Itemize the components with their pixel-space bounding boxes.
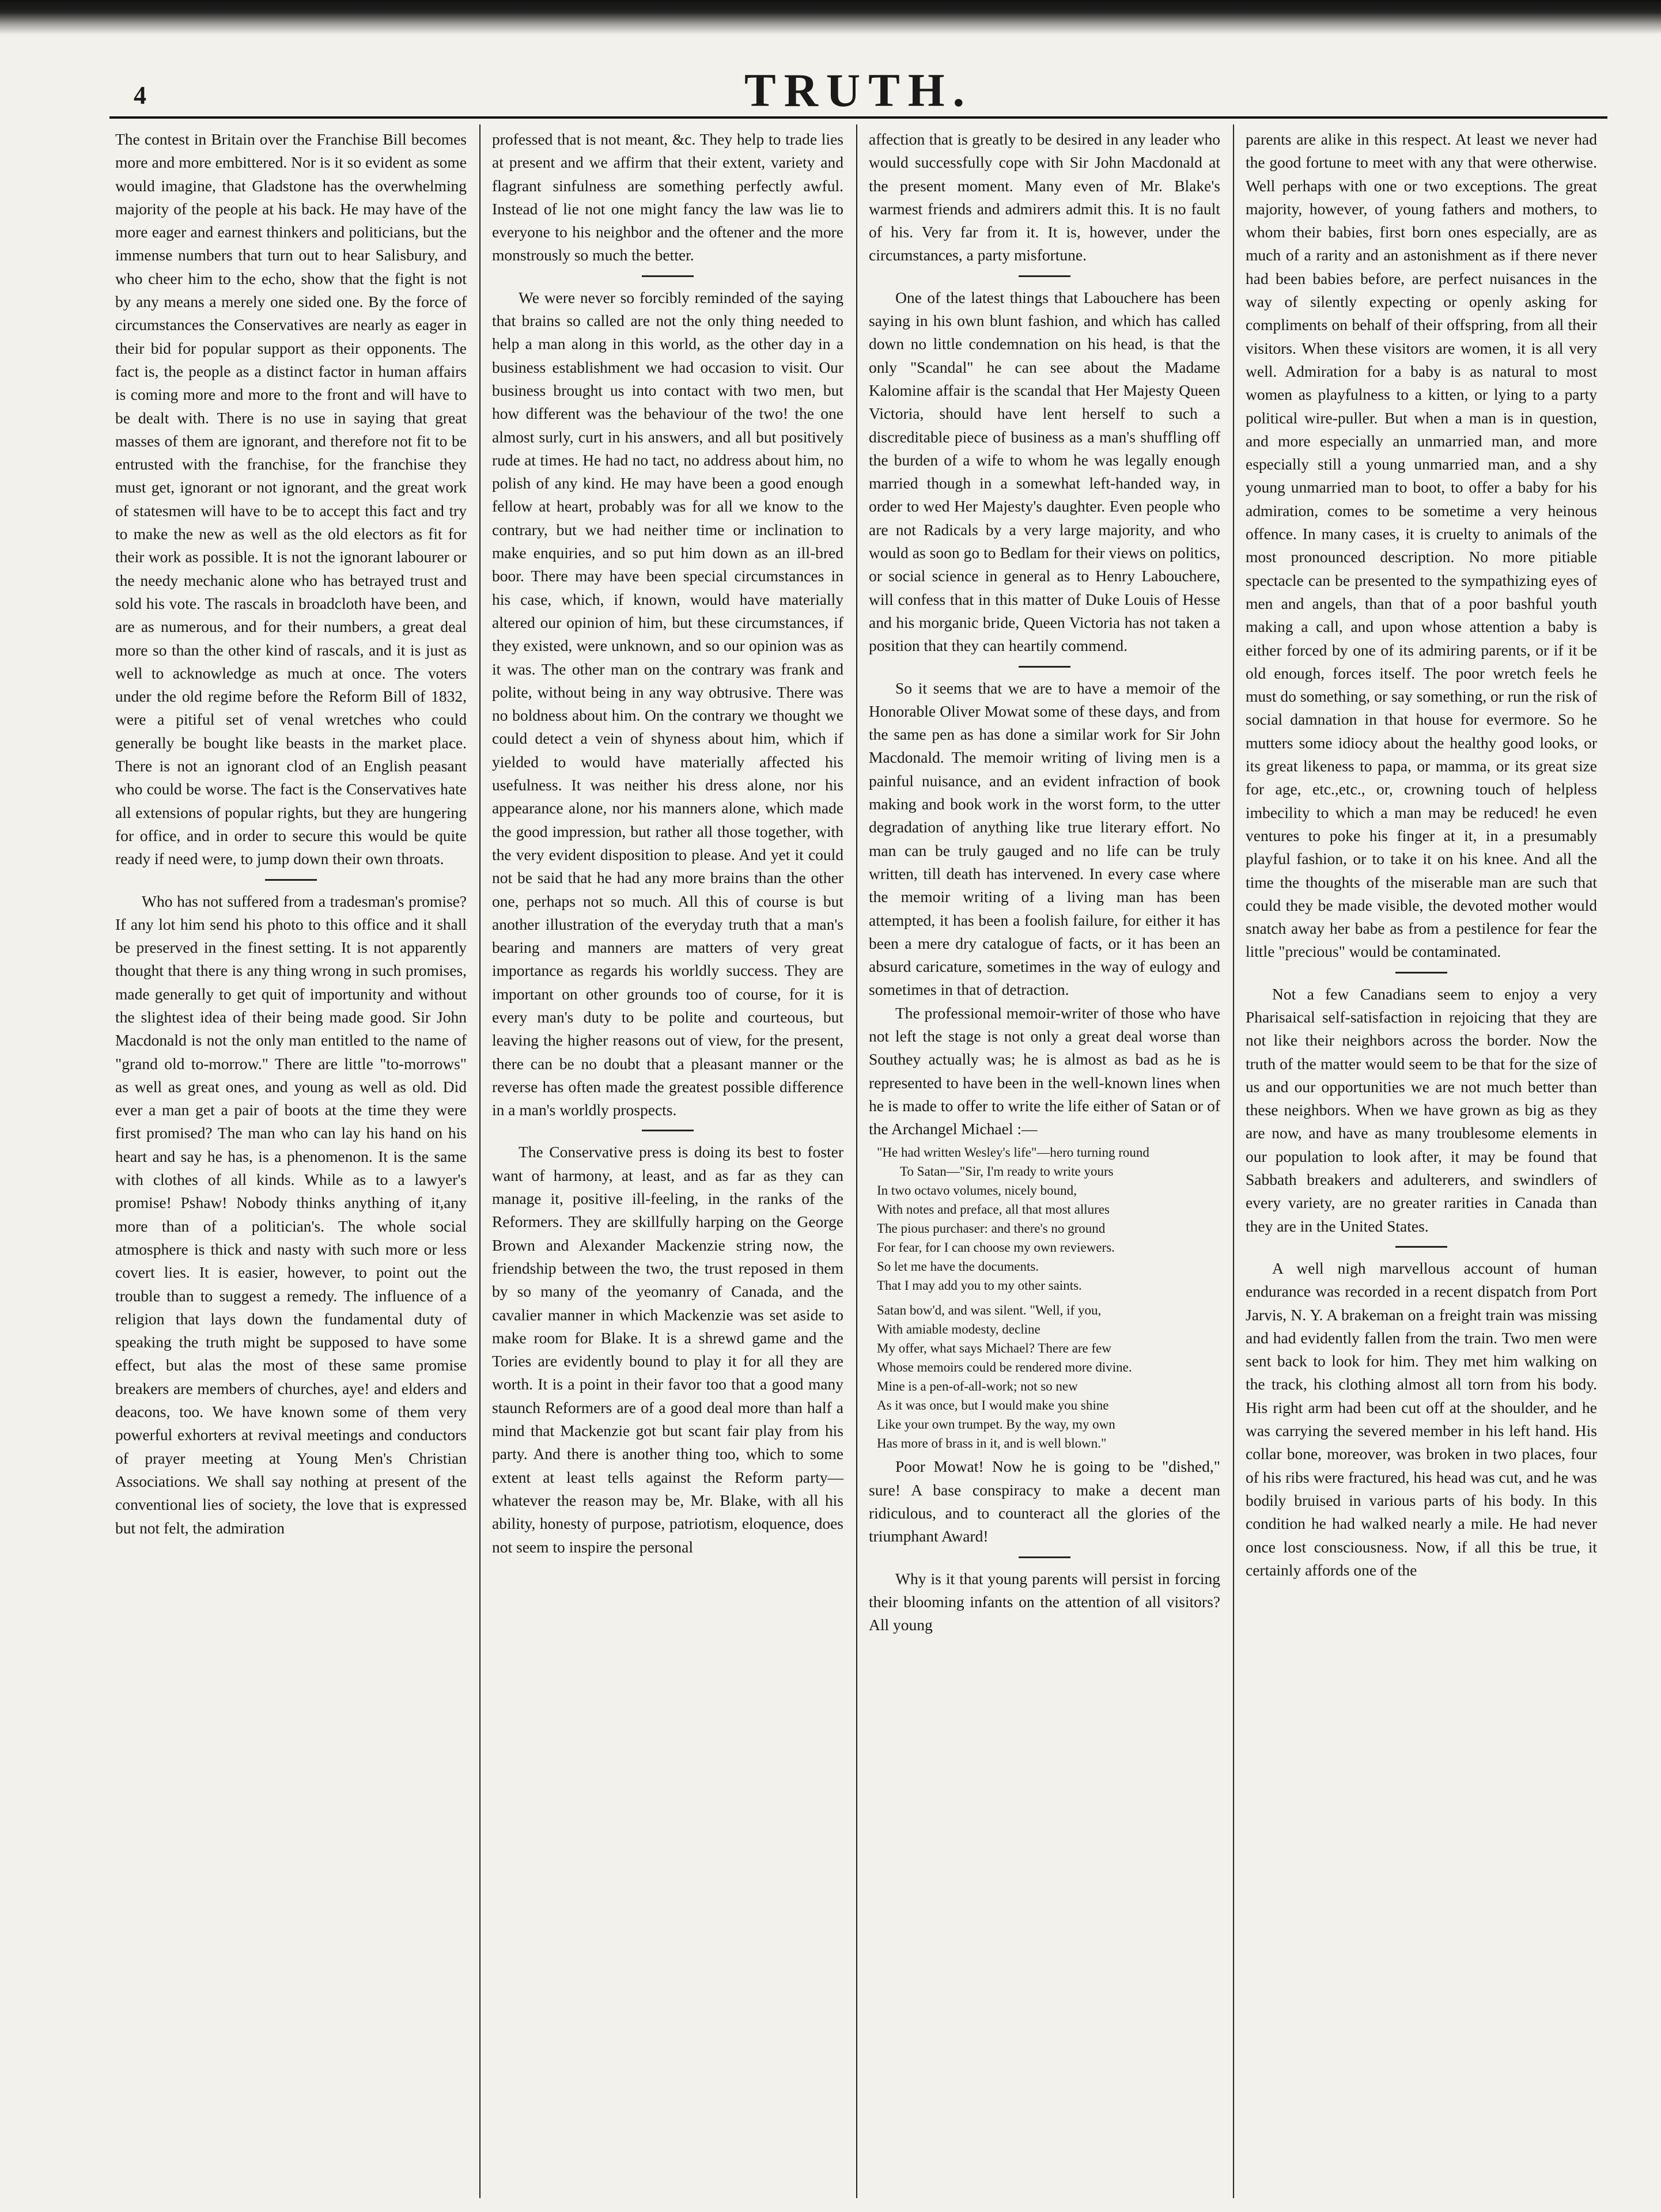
paragraph-human-endurance: A well nigh marvellous account of human endurance was recorded in a recent dispatch from Port Jarvis, N. Y. A brakeman on a freight train was missing and had evidently fallen from the train. Two men were sent back to look for him. They met him walking on the track, his clothing almost all torn from his body. His right arm had been cut off at the shoulder, and he was carrying the severed member in his left hand. His collar bone, moreover, was broken in two places, four of his ribs were fractured, his head was cut, and he was bodily bruised in various parts of his body. In this condition he had walked nearly a mile. He had never once lost consciousness. Now, if all this be true, it certainly affords one of the — [1246, 1259, 1597, 1579]
header-rule — [109, 116, 1607, 119]
verse-line: Satan bow'd, and was silent. "Well, if you, — [877, 1303, 1102, 1318]
verse-line: Like your own trumpet. By the way, my own — [877, 1417, 1115, 1432]
paragraph-poor-mowat: Poor Mowat! Now he is going to be "dished," sure! A base conspiracy to make a decent man ridiculous, and to counteract all the glories of the triumphant Award! — [869, 1457, 1220, 1546]
column-3 — [863, 124, 1226, 2198]
page-number: 4 — [134, 81, 146, 109]
paragraph-pharisaical-canadians: Not a few Canadians seem to enjoy a very Pharisaical self-satisfaction in rejoicing that they are not like their neighbors across the border. Now the truth of the matter would seem to be that for the size of us and our opportunities we are not much better than these neighbors. When we have grown as big as they are now, and have as many troublesome elements in our population to look after, it may be found that Sabbath breakers and adulterers, and swindlers of every variety, are no greater rarities in Canada than they are in the United States. — [1246, 984, 1597, 1235]
column-divider — [1233, 124, 1234, 2198]
verse-line: So let me have the documents. — [877, 1259, 1039, 1274]
section-separator — [1019, 275, 1070, 277]
paragraph-conservative-press: The Conservative press is doing its best to foster want of harmony, at least, and as far as they can manage it, positive ill-feeling, in the ranks of the Reformers. They are skillfully harping on the George Brown and Alexander Mackenzie string now, the friendship between the two, the trust reposed in them by so many of the yeomanry of Canada, and the cavalier manner in which Mackenzie was set aside to make room for Blake. It is a shrewd game and the Tories are evidently bound to play it for all they are worth. It is a point in their favor too that a good many staunch Reformers are of a good deal more than half a mind that Mackenzie got but scant fair play from his party. And there is another thing too, which to some extent at least tells against the Reform party—whatever the reason may be, Mr. Blake, with all his ability, honesty of purpose, patriotism, eloquence, does not seem to inspire the personal — [492, 1143, 843, 1556]
article-columns — [109, 124, 1607, 2198]
verse-line: That I may add you to my other saints. — [877, 1278, 1082, 1293]
section-separator — [265, 879, 317, 881]
paragraph-memoir-writer: The professional memoir-writer of those who have not left the stage is not only a great deal worse than Southey actually was; he is almost as bad as he is represented to have been in the well-known lines when he is made to offer to write the life either of Satan or of the Archangel Michael :— — [869, 1003, 1220, 1138]
section-separator — [1395, 972, 1447, 974]
verse-line: Mine is a pen-of-all-work; not so new — [877, 1379, 1078, 1394]
verse-line: For fear, for I can choose my own reviewers. — [877, 1240, 1115, 1255]
verse-line: Has more of brass in it, and is well blown." — [877, 1436, 1107, 1451]
column-1 — [109, 124, 472, 2198]
paragraph-franchise-bill: The contest in Britain over the Franchise Bill becomes more and more embittered. Nor is it so evident as some would imagine, that Gladstone has the overwhelming majority of the people at his back. He may have of the more eager and earnest thinkers and politicians, but the immense numbers that turn out to hear Salisbury, and who cheer him to the echo, show that the fight is not by any means a merely one sided one. By the force of circumstances the Conservatives are nearly as eager in their bid for popular support as their opponents. The fact is, the people as a distinct factor in human affairs is coming more and more to the front and will have to be dealt with. There is no use in saying that great masses of them are ignorant, and therefore not fit to be entrusted with the franchise, for the franchise they must get, ignorant or not ignorant, and the great work of statesmen will have to be to accept this fact and try to make the new as well as the old electors as fit for their work as possible. It is not the ignorant labourer or the needy mechanic alone who has betrayed trust and sold his vote. The rascals in broadcloth have been, and are as numerous, and for their numbers, a great deal more so than the other kind of rascals, and it is just as well to acknowledge as much at once. The voters under the old regime before the Reform Bill of 1832, were a pitiful set of venal wretches who could generally be bought like beasts in the market place. There is not an ignorant clod of an English peasant who could be worse. The fact is the Conservatives hate all extensions of popular rights, but they are hungering for office, and in order to secure this would be quite ready if need were, to jump down their own throats. — [115, 130, 467, 868]
verse-line: As it was once, but I would make you shine — [877, 1398, 1109, 1413]
paragraph-tradesmans-promise: Who has not suffered from a tradesman's promise? If any lot him send his photo to this office and it shall be preserved in the finest setting. It is not apparently thought that there is any thing wrong in such promises, made generally to get quit of importunity and without the slightest idea of their being made good. Sir John Macdonald is not the only man entitled to the name of "grand old to-morrow." There are little "to-morrows" as well as great ones, and young as well as old. Did ever a man get a pair of boots at the time they were first promised? The man who can lay his hand on his heart and say he has, is a phenomenon. It is the same with clothes of all kinds. While as to a lawyer's promise! Pshaw! Nobody thinks anything of it,any more than of a politician's. The whole social atmosphere is thick and nasty with such more or less covert lies. It is easier, however, to point out the trouble than to suggest a remedy. The influence of a religion that lays down the fundamental duty of speaking the truth might be supposed to have some effect, but alas the most of these same promise breakers are members of churches, aye! and elders and deacons, too. We have known some of them very powerful exhorters at revival meetings and conductors of prayer meeting at Young Men's Christian Associations. We shall say nothing at present of the conventional lies of society, the love that is expressed but not felt, the admiration — [115, 892, 467, 1537]
paragraph-lies-continued: professed that is not meant, &c. They help to trade lies at present and we affirm that their extent, variety and flagrant sinfulness are something perfectly awful. Instead of lie not one might fancy the law was lie to everyone to his neighbor and the oftener and the more monstrously so much the better. — [492, 130, 843, 264]
masthead-title: TRUTH. — [744, 64, 973, 116]
column-divider — [479, 124, 480, 2198]
column-2 — [486, 124, 849, 2198]
verse-line: My offer, what says Michael? There are few — [877, 1341, 1111, 1356]
paragraph-blake-continued: affection that is greatly to be desired in any leader who would successfully cope with Sir John Macdonald at the present moment. Many even of Mr. Blake's warmest friends and admirers admit this. It is no fault of his. Very far from it. It is, however, under the circumstances, a party misfortune. — [869, 130, 1220, 264]
paragraph-mowat-memoir: So it seems that we are to have a memoir of the Honorable Oliver Mowat some of these days, and from the same pen as has done a similar work for Sir John Macdonald. The memoir writing of living men is a painful nuisance, and an evident infraction of book making and book work in the worst form, to the utter degradation of anything like true literary effort. No man can be truly gauged and no life can be truly written, till death has intervened. In every case where the memoir writing of a living man has been attempted, it has been a foolish failure, for either it has been a mere dry catalogue of facts, or it has been an absurd caricature, sometimes in the way of eulogy and sometimes in that of detraction. — [869, 679, 1220, 999]
verse-line: With amiable modesty, decline — [877, 1322, 1041, 1337]
scan-top-edge — [0, 0, 1661, 35]
verse-line: In two octavo volumes, nicely bound, — [877, 1183, 1077, 1198]
paragraph-young-parents: Why is it that young parents will persist in forcing their blooming infants on the attention of all visitors? All young — [869, 1569, 1220, 1634]
verse-line: To Satan—"Sir, I'm ready to write yours — [900, 1164, 1114, 1179]
section-separator — [642, 275, 694, 277]
quoted-verse — [869, 1143, 1220, 1453]
paragraph-labouchere: One of the latest things that Labouchere has been saying in his own blunt fashion, and which has called down no little condemnation on his head, is that the only "Scandal" he can see about the Madame Kalomine affair is the scandal that Her Majesty Queen Victoria, should have lent herself to such a discreditable piece of business as a man's shuffling off the burden of a wife to whom he was legally enough married though in a somewhat left-handed way, in order to wed Her Majesty's daughter. Even people who are not Radicals by a very large majority, and who would as soon go to Bedlam for their views on politics, or social science in general as to Henry Labouchere, will confess that in this matter of Duke Louis of Hesse and his morganic bride, Queen Victoria has not taken a position that they can heartily commend. — [869, 288, 1220, 655]
paragraph-babies-continued: parents are alike in this respect. At least we never had the good fortune to meet with any that were otherwise. Well perhaps with one or two exceptions. The great majority, however, of young fathers and mothers, to whom their babies, first born ones especially, are as much of a rarity and an astonishment as if there never had been babies before, are perfect nuisances in the way of silently expecting or openly asking for compliments on behalf of their offspring, from all their visitors. When these visitors are women, it is all very well. Admiration for a baby is as natural to most women as playfulness to a kitten, or lying to a party political wire-puller. But when a man is in question, and more especially an unmarried man, and more especially still a young unmarried man, and a shy young unmarried man to boot, to offer a baby for his admiration, comes to be sometime a very heinous offence. In many cases, it is cruelty to animals of the most pronounced description. No more pitiable spectacle can be presented to the sympathizing eyes of men and angels, than that of a poor bashful youth making a call, and upon whose attention a baby is either forced by one of its admiring parents, or if it be old enough, forces itself. The poor wretch feels he must do something, or say something, or run the risk of social damnation in that house for evermore. So he mutters some idiocy about the healthy good looks, or its great likeness to papa, or mamma, or its great size for age, etc.,etc., or, crowning touch of helpless imbecility to which a man may be reduced! he even ventures to poke his finger at it, in a presumably playful fashion, or to take it on his knee. And all the time the thoughts of the miserable man are such that could they be made visible, the devoted mother would snatch away her babe as from a pestilence for fear the little "precious" would be contaminated. — [1246, 130, 1597, 961]
verse-line: The pious purchaser: and there's no ground — [877, 1221, 1106, 1236]
section-separator — [1019, 1556, 1070, 1558]
verse-line: Whose memoirs could be rendered more divine. — [877, 1360, 1132, 1375]
verse-line: "He had written Wesley's life"—hero turning round — [877, 1145, 1149, 1160]
section-separator — [1395, 1246, 1447, 1248]
section-separator — [1019, 666, 1070, 668]
page-header — [109, 63, 1607, 115]
section-separator — [642, 1130, 694, 1131]
column-divider — [856, 124, 857, 2198]
verse-line: With notes and preface, all that most allures — [877, 1202, 1110, 1217]
column-4 — [1240, 124, 1603, 2198]
paragraph-brains-and-manners: We were never so forcibly reminded of the saying that brains so called are not the only thing needed to help a man along in this world, as the other day in a business establishment we had occasion to visit. Our business brought us into contact with two men, but how different was the behaviour of the two! the one almost surly, curt in his answers, and all but positively rude at times. He had no tact, no address about him, no polish of any kind. He may have been a good enough fellow at heart, probably was for all we know to the contrary, but we had neither time or inclination to make enquiries, and so put him down as an ill-bred boor. There may have been special circumstances in his case, which, if known, would have materially altered our opinion of him, but these circumstances, if they existed, were unknown, and so our opinion was as it was. The other man on the contrary was frank and polite, without being in any way obtrusive. There was no boldness about him. On the contrary we thought we could detect a vein of shyness about him, which if yielded to would have materially affected his usefulness. It was neither his dress alone, nor his appearance alone, nor his manners alone, which made the good impression, but rather all those together, with the very evident disposition to please. And yet it could not be said that he had any more brains than the other one, perhaps not so much. All this of course is but another illustration of the everyday truth that a man's bearing and manners are matters of very great importance as regards his worldly success. They are important on other grounds too of course, for it is every man's duty to be polite and courteous, but leaving the higher reasons out of view, for the present, there can be no doubt that a pleasant manner or the reverse has often made the greatest possible difference in a man's worldly prospects. — [492, 288, 843, 1119]
